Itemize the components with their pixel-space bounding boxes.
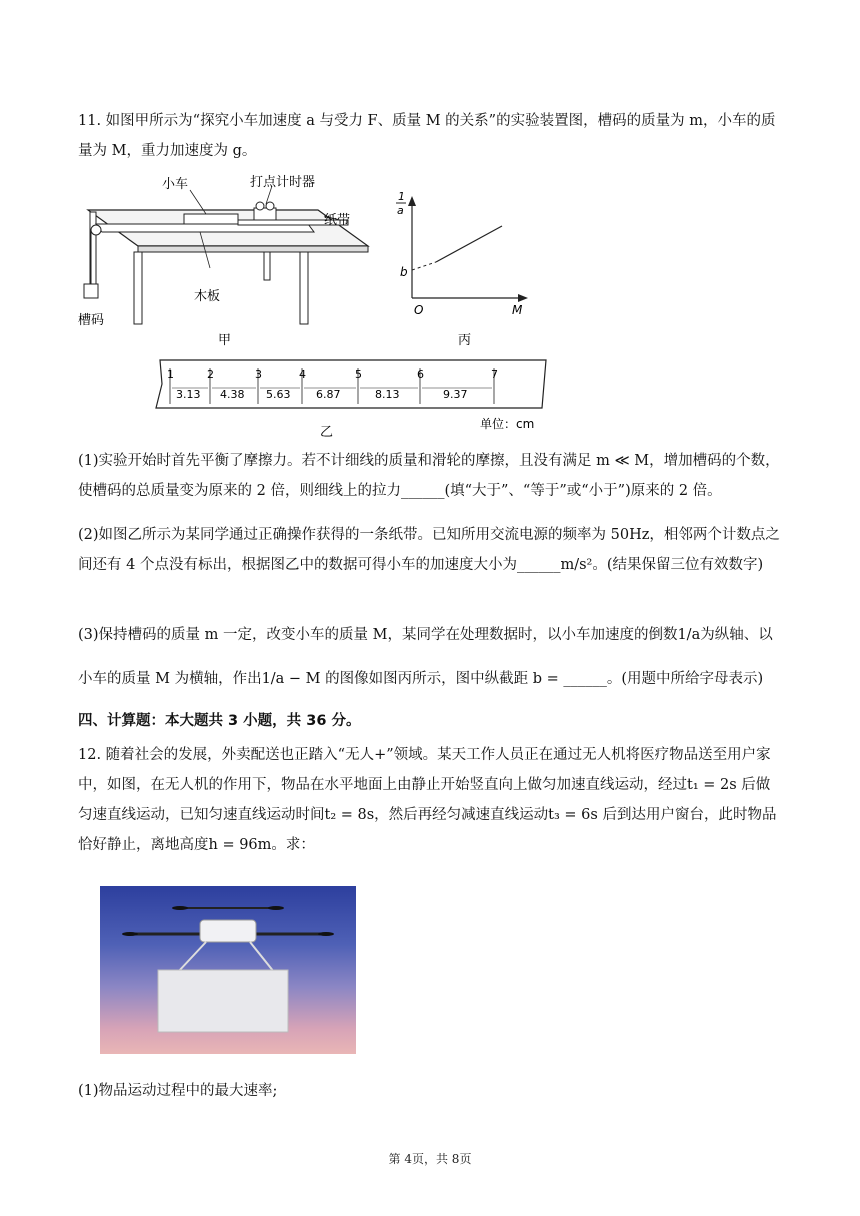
tape-segment-value: 4.38 [220, 388, 245, 401]
tape-segment-value: 8.13 [375, 388, 400, 401]
label-cart: 小车 [162, 177, 189, 192]
page-footer: 第 4页，共 8页 [388, 1152, 472, 1166]
label-tape: 纸带 [324, 213, 351, 228]
graph-y-num: 1 [398, 190, 405, 203]
q11-part2: (2)如图乙所示为某同学通过正确操作获得的一条纸带。已知所用交流电源的频率为 50Hz，相邻两个计数点之间还有 4 个点没有标出，根据图乙中的数据可得小车的加速度大小为______m/s²。(结果保留三位有效数字) [78, 527, 780, 573]
weight-icon [84, 284, 98, 298]
q12-part1: (1)物品运动过程中的最大速率; [78, 1083, 278, 1099]
label-weight: 槽码 [78, 313, 105, 328]
q12-intro: 12. 随着社会的发展，外卖配送也正踏入“无人+”领域。某天工作人员正在通过无人机将医疗物品送至用户家中，如图，在无人机的作用下，物品在水平地面上由静止开始竖直向上做匀加速直线运动，经过t₁ = 2s 后做匀速直线运动，已知匀速直线运动时间t₂ = 8s，然后再经匀减速直线运动t₃ = 6s 后到达用户窗台，此时物品恰好静止，离地高度h = 96m。求： [78, 747, 777, 853]
graph-m: M [512, 303, 523, 317]
graph-origin: O [414, 303, 424, 317]
q11-part3a: (3)保持槽码的质量 m 一定，改变小车的质量 M，某同学在处理数据时，以小车加速度的倒数1/a为纵轴、以 [78, 627, 773, 643]
label-yi: 乙 [320, 425, 334, 440]
graph-b: b [400, 265, 408, 279]
tape-segment-value: 5.63 [266, 388, 291, 401]
tape-point-label: 2 [207, 368, 214, 381]
drone-photo [100, 886, 356, 1054]
q11-part3b: 小车的质量 M 为横轴，作出1/a − M 的图像如图丙所示，图中纵截距 b = ______。(用题中所给字母表示) [78, 671, 764, 687]
tape-point-label: 7 [491, 368, 498, 381]
label-jia: 甲 [218, 333, 232, 348]
section-heading: 四、计算题：本大题共 3 小题，共 36 分。 [78, 713, 361, 729]
label-timer: 打点计时器 [250, 175, 316, 190]
label-bing: 丙 [458, 333, 472, 348]
tape-point-label: 3 [255, 368, 262, 381]
tape-point-label: 6 [417, 368, 424, 381]
cart-icon [184, 214, 238, 224]
tape-point-label: 5 [355, 368, 362, 381]
graph-y-den: a [397, 204, 404, 217]
figure-jia-apparatus [78, 172, 378, 350]
tape-segment-value: 9.37 [443, 388, 468, 401]
tape-point-label: 4 [299, 368, 306, 381]
label-unit: 单位：cm [480, 417, 535, 431]
tape-point-label: 1 [167, 368, 174, 381]
q11-part1: (1)实验开始时首先平衡了摩擦力。若不计细线的质量和滑轮的摩擦，且没有满足 m ≪ M，增加槽码的个数，使槽码的总质量变为原来的 2 倍，则细线上的拉力______(填“大于”、“等于”或“小于”)原来的 2 倍。 [78, 453, 780, 499]
figure-yi-tape [150, 356, 554, 440]
q11-intro: 11. 如图甲所示为“探究小车加速度 a 与受力 F、质量 M 的关系”的实验装置图，槽码的质量为 m，小车的质量为 M，重力加速度为 g。 [78, 113, 776, 159]
figure-bing-graph [392, 186, 542, 348]
label-board: 木板 [194, 289, 221, 304]
tape-segment-value: 6.87 [316, 388, 341, 401]
tape-segment-value: 3.13 [176, 388, 201, 401]
